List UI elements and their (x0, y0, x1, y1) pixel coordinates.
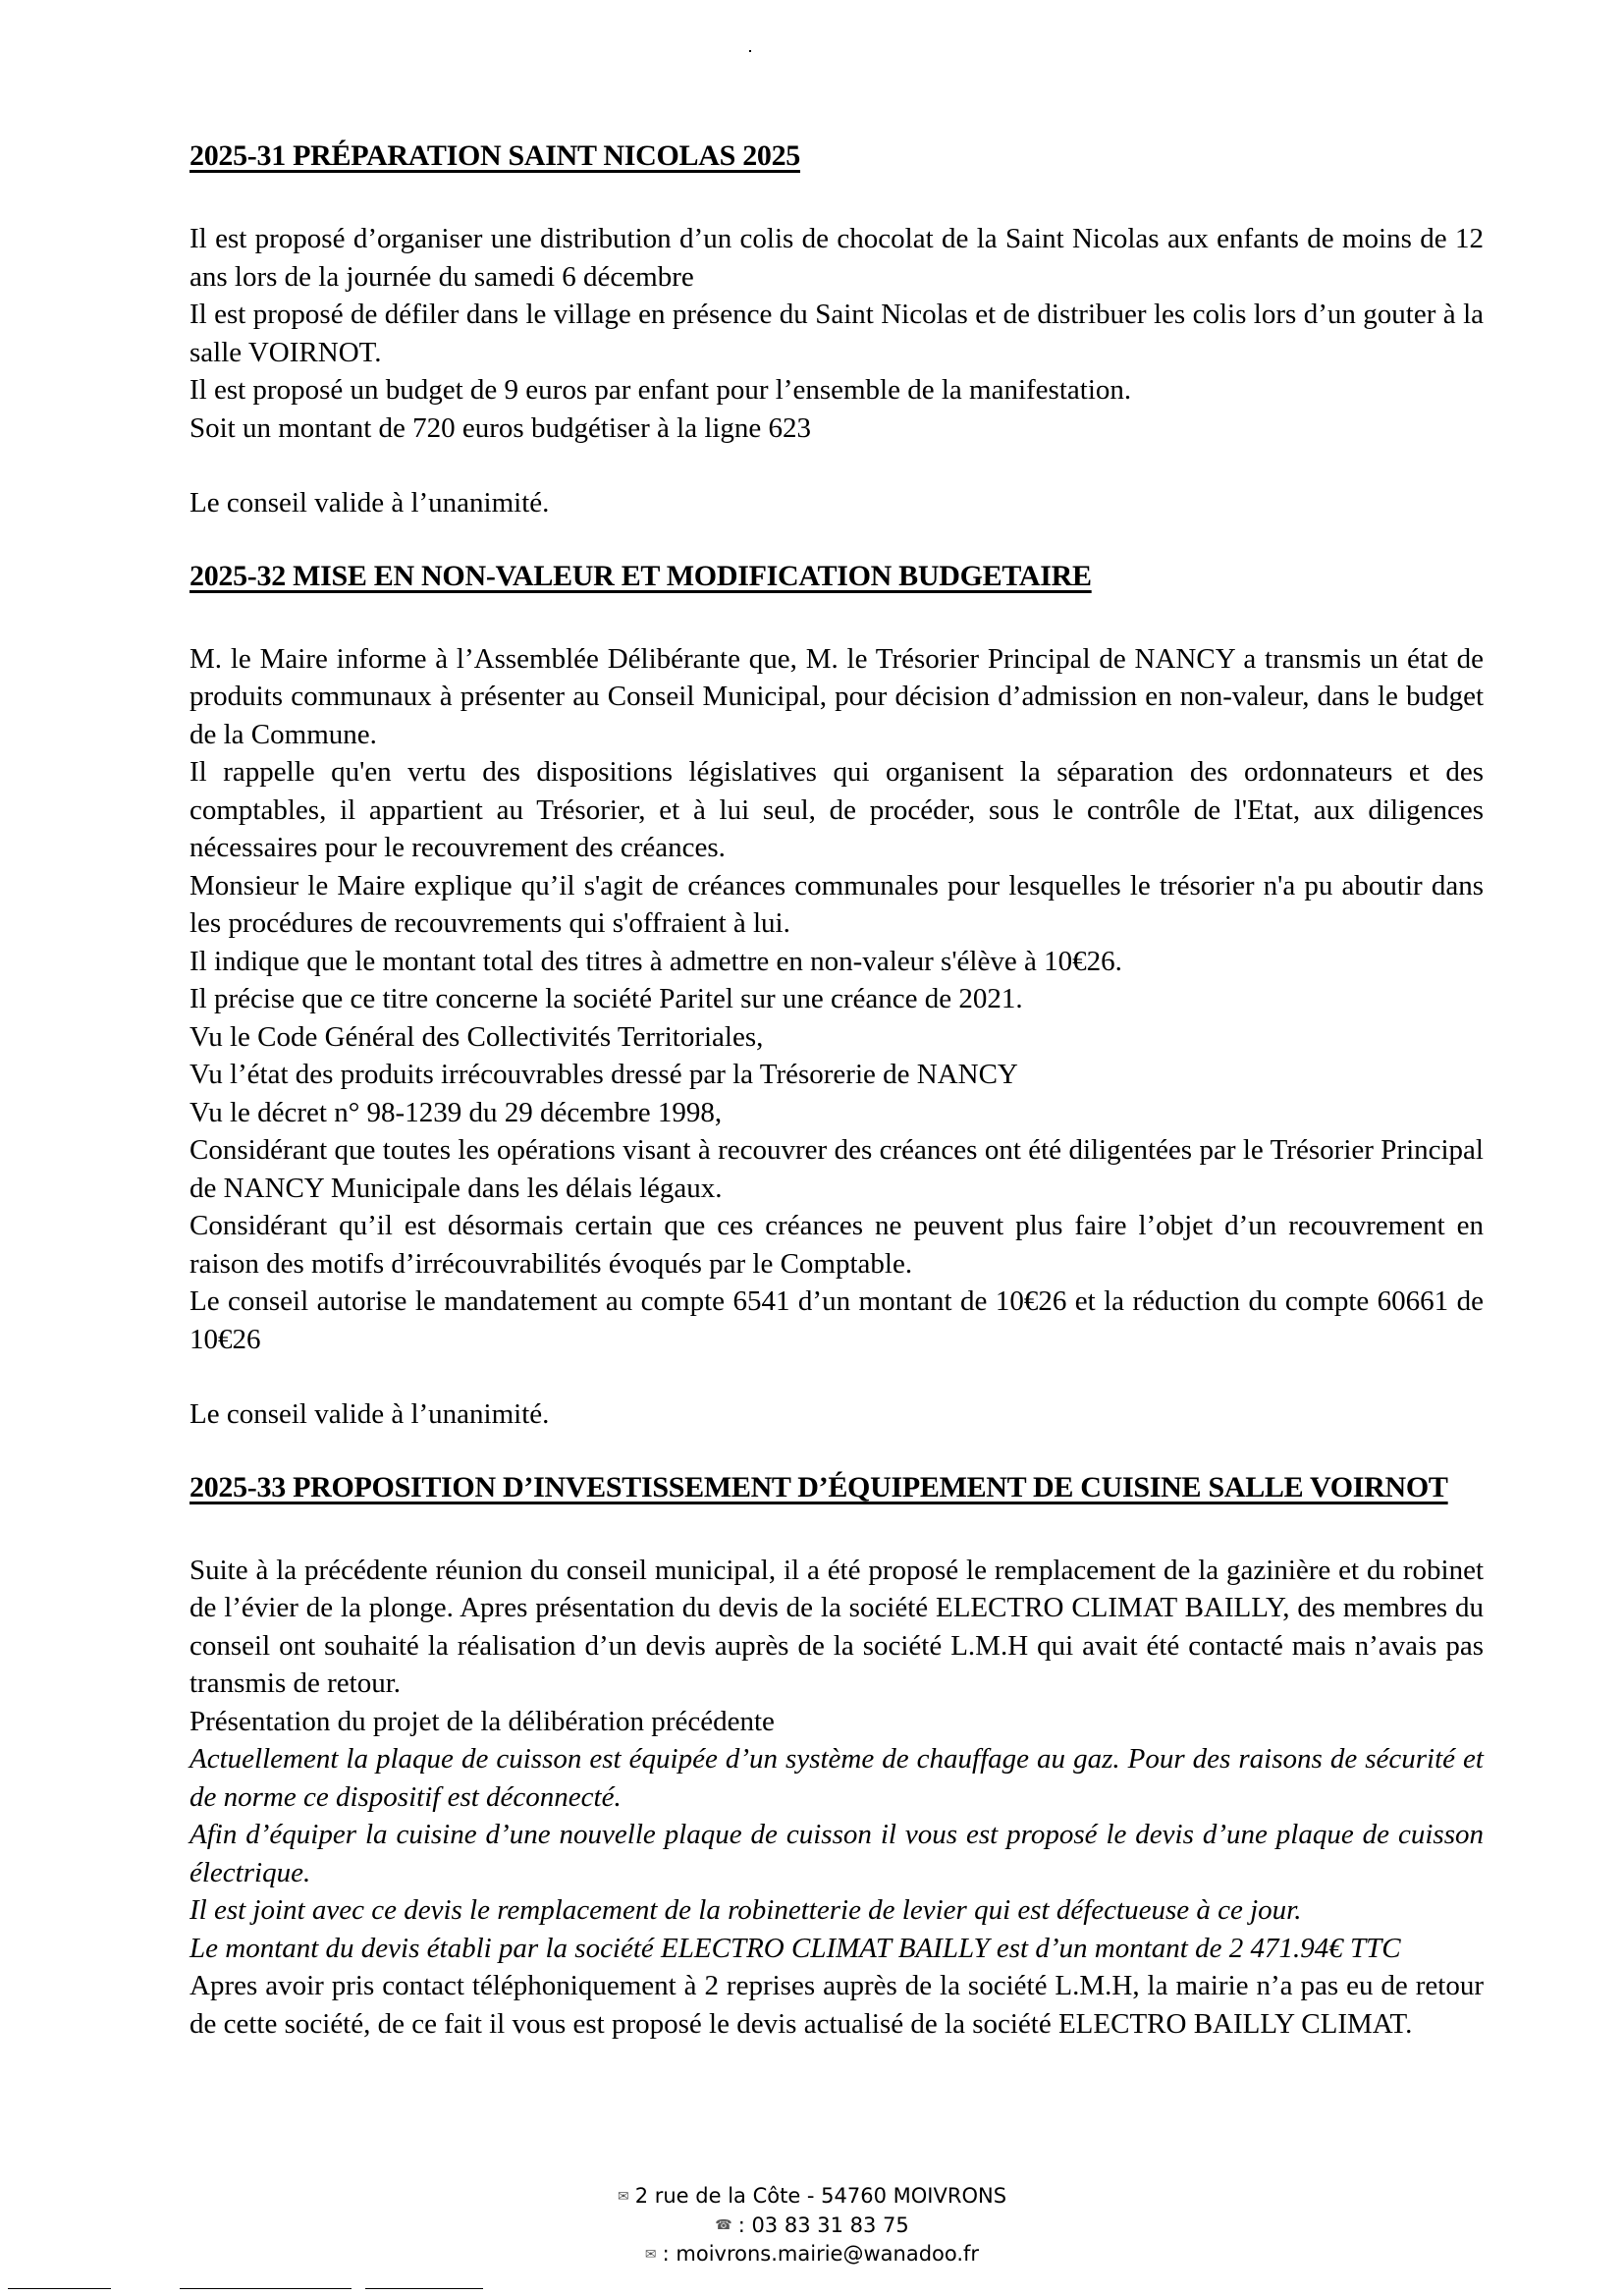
footer-address-line (0, 2182, 1624, 2212)
letterhead-footer (0, 2182, 1624, 2269)
rule-segment (180, 2288, 352, 2290)
paragraph: Vu le Code Général des Collectivités Territoriales, (189, 1020, 764, 1053)
quoted-paragraph: Actuellement la plaque de cuisson est équipée d’un système de chauffage au gaz. Pour des raisons de sécurité et de norme ce dispositif est déconnecté. (189, 1743, 1484, 1813)
section-title: 2025-32 MISE EN NON-VALEUR ET MODIFICATION BUDGETAIRE (189, 559, 1092, 592)
paragraph: Soit un montant de 720 euros budgétiser à la ligne 623 (189, 411, 812, 444)
conclusion-text: Le conseil valide à l’unanimité. (189, 1398, 550, 1430)
paragraph: Le conseil autorise le mandatement au compte 6541 d’un montant de 10€26 et la réduction du compte 60661 de 10€26 (189, 1285, 1484, 1355)
footer-phone: : 03 83 31 83 75 (737, 2213, 909, 2237)
section-2025-33 (189, 1469, 1484, 2044)
section-title: 2025-31 PRÉPARATION SAINT NICOLAS 2025 (189, 139, 800, 172)
conclusion-text: Le conseil valide à l’unanimité. (189, 487, 550, 519)
section-2025-31 (189, 137, 1484, 522)
footer-email-line (0, 2240, 1624, 2269)
paragraph: Considérant que toutes les opérations visant à recouvrer des créances ont été diligentées par le Trésorier Principal de NANCY Municipale dans les délais légaux. (189, 1134, 1484, 1204)
section-title: 2025-33 PROPOSITION D’INVESTISSEMENT D’ÉQUIPEMENT DE CUISINE SALLE VOIRNOT (189, 1470, 1448, 1503)
rule-segment (365, 2288, 483, 2290)
scan-artifact-dot (749, 50, 751, 52)
quoted-paragraph: Le montant du devis établi par la société ELECTRO CLIMAT BAILLY est d’un montant de 2 471.94€ TTC (189, 1932, 1401, 1964)
document-page (189, 137, 1484, 2043)
paragraph: Suite à la précédente réunion du conseil municipal, il a été proposé le remplacement de la gazinière et du robinet de l’évier de la plonge. Apres présentation du devis de la société ELECTRO CLIMAT BAILLY, des membres du conseil ont souhaité la réalisation d’un devis auprès de la société L.M.H qui avait été contacté mais n’avais pas transmis de retour. (189, 1554, 1484, 1699)
paragraph: Il précise que ce titre concerne la société Paritel sur une créance de 2021. (189, 983, 1023, 1014)
footer-rule-lines (0, 2288, 1624, 2292)
paragraph: Considérant qu’il est désormais certain que ces créances ne peuvent plus faire l’objet d’un recouvrement en raison des motifs d’irrécouvrabilités évoqués par le Comptable. (189, 1210, 1484, 1280)
email-icon: ✉ (644, 2246, 657, 2263)
paragraph: Il indique que le montant total des titres à admettre en non-valeur s'élève à 10€26. (189, 945, 1122, 977)
section-2025-32 (189, 558, 1484, 1434)
paragraph: Présentation du projet de la délibération précédente (189, 1705, 775, 1737)
paragraph: Apres avoir pris contact téléphoniquement à 2 reprises auprès de la société L.M.H, la mairie n’a pas eu de retour de cette société, de ce fait il vous est proposé le devis actualisé de la société ELECTRO BAILLY CLIMAT. (189, 1970, 1484, 2040)
paragraph: Il est proposé d’organiser une distribution d’un colis de chocolat de la Saint Nicolas aux enfants de moins de 12 ans lors de la journée du samedi 6 décembre (189, 223, 1484, 293)
paragraph: Il est proposé de défiler dans le village en présence du Saint Nicolas et de distribuer les colis lors d’un gouter à la salle VOIRNOT. (189, 299, 1484, 368)
phone-icon: ☎ (715, 2217, 732, 2233)
mail-icon: ✉ (617, 2188, 629, 2205)
paragraph: Monsieur le Maire explique qu’il s'agit de créances communales pour lesquelles le trésorier n'a pu aboutir dans les procédures de recouvrements qui s'offraient à lui. (189, 869, 1484, 939)
footer-address: 2 rue de la Côte - 54760 MOIVRONS (634, 2184, 1007, 2208)
quoted-paragraph: Afin d’équiper la cuisine d’une nouvelle plaque de cuisson il vous est proposé le devis d’une plaque de cuisson électrique. (189, 1819, 1484, 1888)
footer-phone-line (0, 2212, 1624, 2241)
paragraph: Il rappelle qu'en vertu des dispositions législatives qui organisent la séparation des ordonnateurs et des comptables, il appartient au Trésorier, et à lui seul, de procéder, sous le contrôle de l'Etat, aux diligences nécessaires pour le recouvrement des créances. (189, 756, 1484, 863)
paragraph: M. le Maire informe à l’Assemblée Délibérante que, M. le Trésorier Principal de NANCY a transmis un état de produits communaux à présenter au Conseil Municipal, pour décision d’admission en non-valeur, dans le budget de la Commune. (189, 642, 1484, 750)
rule-segment (8, 2288, 111, 2290)
paragraph: Vu le décret n° 98-1239 du 29 décembre 1998, (189, 1096, 723, 1128)
quoted-paragraph: Il est joint avec ce devis le remplacement de la robinetterie de levier qui est défectueuse à ce jour. (189, 1894, 1302, 1926)
footer-email: : moivrons.mairie@wanadoo.fr (662, 2242, 980, 2266)
paragraph: Il est proposé un budget de 9 euros par enfant pour l’ensemble de la manifestation. (189, 374, 1132, 406)
paragraph: Vu l’état des produits irrécouvrables dressé par la Trésorerie de NANCY (189, 1059, 1018, 1090)
